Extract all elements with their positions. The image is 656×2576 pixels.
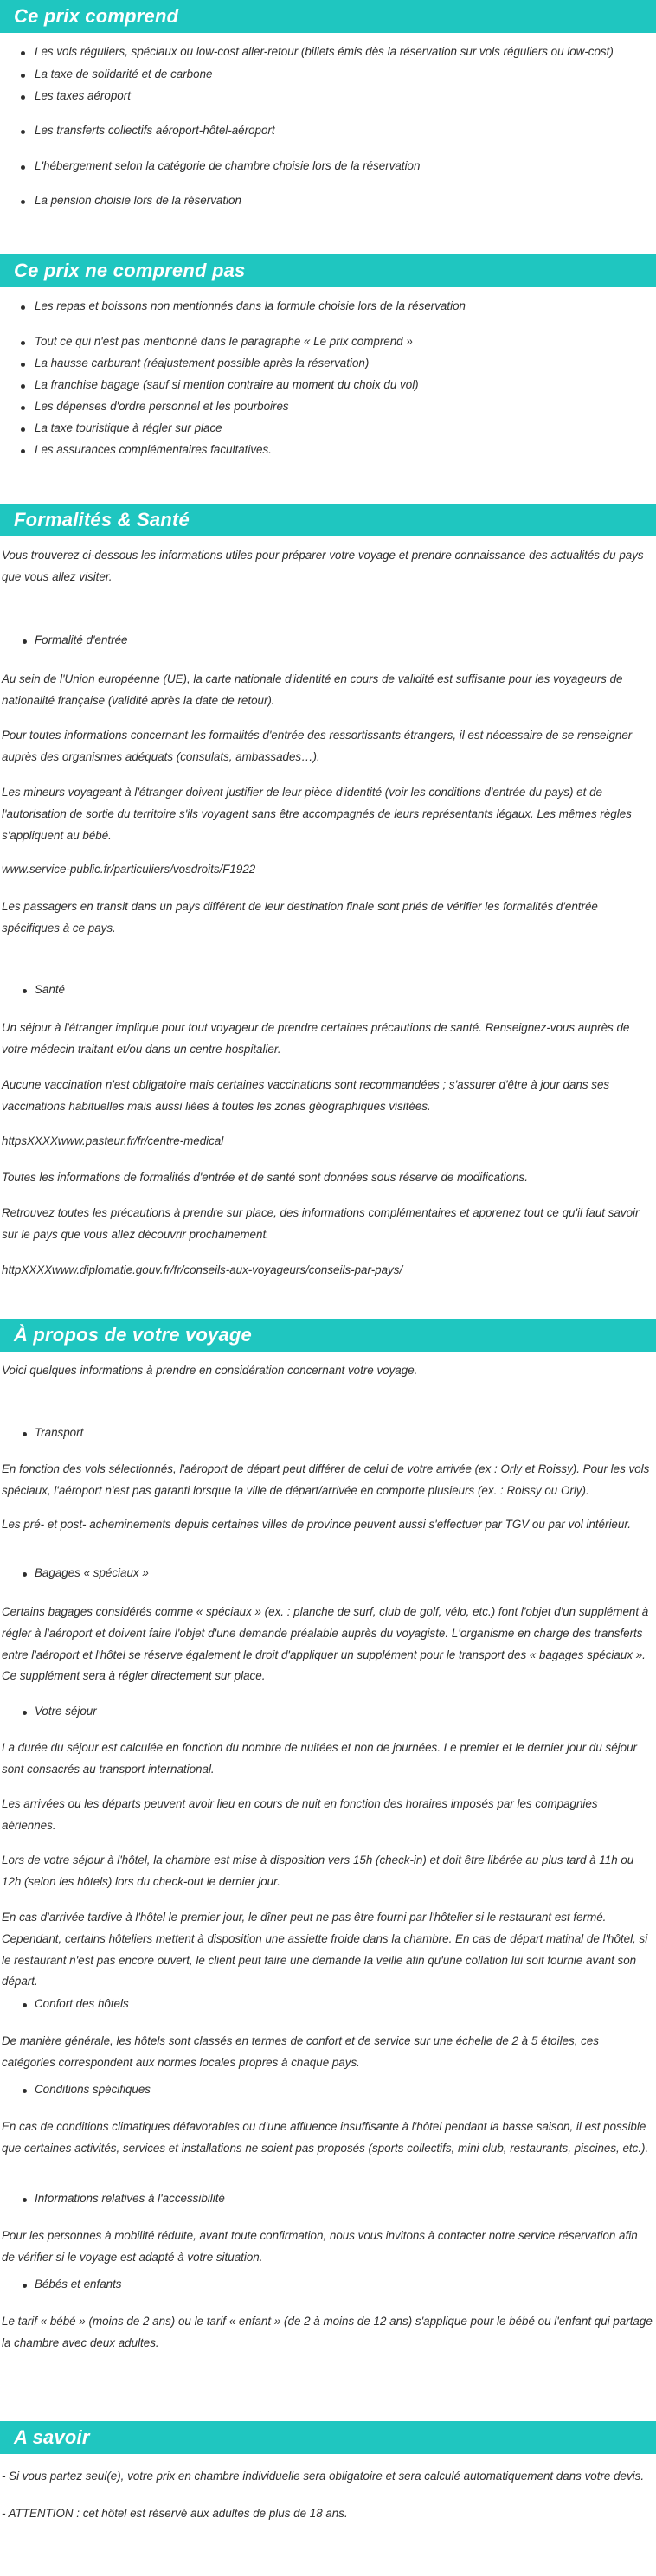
section-a-propos [0,1315,656,2412]
paragraph: Pour les personnes à mobilité réduite, avant toute confirmation, nous vous invitons à contacter notre service réservation afin de vérifier si le voyage est adapté à votre situation. [2,2229,638,2264]
paragraph: Retrouvez toutes les précautions à prendre sur place, des informations complémentaires et apprenez tout ce qu'il faut savoir sur le pays que vous allez découvrir prochainement. [2,1206,640,1241]
list-item: La taxe touristique à régler sur place [19,418,653,440]
paragraph: Vous trouverez ci-dessous les informations utiles pour préparer votre voyage et prendre connaissance des actualités du pays que vous allez visiter. [2,549,644,583]
subheading-conditions: Conditions spécifiques [0,2079,656,2101]
paragraph: En fonction des vols sélectionnés, l'aéroport de départ peut différer de celui de votre arrivée (ex : Orly et Roissy). Pour les vols spéciaux, l'aéroport n'est pas garanti lorsque la ville de départ/arrivée en comporte plusieurs (ex. : Roissy ou Orly). [2,1462,650,1497]
section-prix-comprend [0,0,656,242]
list-item: Les dépenses d'ordre personnel et les pourboires [19,396,653,418]
subheading-formalite-entree: Formalité d'entrée [0,630,656,652]
paragraph: Les mineurs voyageant à l'étranger doivent justifier de leur pièce d'identité (voir les conditions d'entrée du pays) et de l'autorisation de sortie du territoire s'ils voyagent sans être accompagnés de leurs représentants légaux. Les mêmes règles s'appliquent au bébé. [2,786,632,842]
paragraph: Toutes les informations de formalités d'entrée et de santé sont données sous réserve de modifications. [2,1171,528,1184]
subheading-confort: Confort des hôtels [0,1994,656,2015]
paragraph: Les pré- et post- acheminements depuis certaines villes de province peuvent aussi s'effectuer par TGV ou par vol intérieur. [2,1518,632,1531]
paragraph: En cas de conditions climatiques défavorables ou d'une affluence insuffisante à l'hôtel pendant la basse saison, il est possible que certaines activités, services et installations ne soient pas proposés (sports collectifs, mini club, restaurants, piscines, etc.). [2,2120,649,2155]
list-item: La taxe de solidarité et de carbone [19,64,653,86]
paragraph: - Si vous partez seul(e), votre prix en chambre individuelle sera obligatoire et sera calculé automatiquement dans votre devis. [2,2470,645,2483]
list-item: Les repas et boissons non mentionnés dans la formule choisie lors de la réservation [19,296,653,318]
section-title: A savoir [0,2421,656,2454]
list-item: La franchise bagage (sauf si mention contraire au moment du choix du vol) [19,375,653,396]
paragraph: Le tarif « bébé » (moins de 2 ans) ou le tarif « enfant » (de 2 à moins de 12 ans) s'applique pour le bébé ou l'enfant qui partage la chambre avec deux adultes. [2,2315,653,2349]
link-service-public[interactable]: www.service-public.fr/particuliers/vosdroits/F1922 [2,863,256,876]
list-item: Les transferts collectifs aéroport-hôtel-aéroport [19,120,653,142]
paragraph: Les passagers en transit dans un pays différent de leur destination finale sont priés de vérifier les formalités d'entrée spécifiques à ce pays. [2,900,598,935]
subheading-sejour: Votre séjour [0,1701,656,1723]
section-title: À propos de votre voyage [0,1319,656,1352]
subheading-transport: Transport [0,1423,656,1444]
paragraph: Un séjour à l'étranger implique pour tout voyageur de prendre certaines précautions de santé. Renseignez-vous auprès de votre médecin traitant et/ou dans un centre hospitalier. [2,1021,630,1056]
subheading-bagages: Bagages « spéciaux » [0,1563,656,1584]
paragraph: Pour toutes informations concernant les formalités d'entrée des ressortissants étrangers, il est nécessaire de se renseigner auprès des organismes adéquats (consulats, ambassades…). [2,729,633,763]
section-title: Ce prix ne comprend pas [0,254,656,287]
paragraph: Aucune vaccination n'est obligatoire mais certaines vaccinations sont recommandées ; s'assurer d'être à jour dans ses vaccinations habituelles mais aussi liées à toutes les zones géographiques visitées. [2,1078,610,1113]
paragraph: Au sein de l'Union européenne (UE), la carte nationale d'identité en cours de validité est suffisante pour les voyageurs de nationalité française (validité après la date de retour). [2,672,623,707]
list-item: Les vols réguliers, spéciaux ou low-cost aller-retour (billets émis dès la réservation sur vols réguliers ou low-cost) [19,42,653,63]
paragraph: Les arrivées ou les départs peuvent avoir lieu en cours de nuit en fonction des horaires imposés par les compagnies aériennes. [2,1797,598,1832]
paragraph: En cas d'arrivée tardive à l'hôtel le premier jour, le dîner peut ne pas être fourni par l'hôtelier si le restaurant est fermé. Cependant, certains hôteliers mettent à disposition une assiette froide dans la chambre. En cas de départ matinal de l'hôtel, si le restaurant n'est pas encore ouvert, le client peut faire une demande la veille afin qu'une collation lui soit fournie avant son départ. [2,1911,648,1988]
subheading-accessibilite: Informations relatives à l'accessibilité [0,2188,656,2210]
section-title: Ce prix comprend [0,0,656,33]
paragraph: Lors de votre séjour à l'hôtel, la chambre est mise à disposition vers 15h (check-in) et doit être libérée au plus tard à 11h ou 12h (selon les hôtels) lors du check-out le dernier jour. [2,1853,634,1888]
paragraph: De manière générale, les hôtels sont classés en termes de confort et de service sur une échelle de 2 à 5 étoiles, ces catégories correspondent aux normes locales propres à chaque pays. [2,2034,599,2069]
list-item: La pension choisie lors de la réservation [19,190,653,212]
subheading-bebes: Bébés et enfants [0,2274,656,2296]
paragraph: Voici quelques informations à prendre en considération concernant votre voyage. [2,1364,418,1377]
link-diplomatie[interactable]: httpXXXXwww.diplomatie.gouv.fr/fr/conseils-aux-voyageurs/conseils-par-pays/ [2,1263,403,1276]
section-a-savoir [0,2412,656,2576]
paragraph: - ATTENTION : cet hôtel est réservé aux adultes de plus de 18 ans. [2,2507,348,2520]
section-prix-ne-comprend-pas [0,242,656,500]
section-title: Formalités & Santé [0,504,656,536]
subheading-sante: Santé [0,980,656,1001]
list-item: Tout ce qui n'est pas mentionné dans le paragraphe « Le prix comprend » [19,331,653,353]
list-item: La hausse carburant (réajustement possible après la réservation) [19,353,653,375]
link-pasteur[interactable]: httpsXXXXwww.pasteur.fr/fr/centre-medical [2,1134,224,1147]
list-item: Les assurances complémentaires facultatives. [19,440,653,461]
list-item: L'hébergement selon la catégorie de chambre choisie lors de la réservation [19,156,653,177]
paragraph: Certains bagages considérés comme « spéciaux » (ex. : planche de surf, club de golf, vélo, etc.) font l'objet d'un supplément à régler à l'aéroport et doivent faire l'objet d'une demande préalable auprès du voyagiste. L'organisme en charge des transferts entre l'aéroport et l'hôtel se réserve également le droit d'appliquer un supplément pour le transport des « bagages spéciaux ». Ce supplément sera à régler directement sur place. [2,1605,649,1683]
section-formalites-sante [0,500,656,1315]
paragraph: La durée du séjour est calculée en fonction du nombre de nuitées et non de journées. Le premier et le dernier jour du séjour sont consacrés au transport international. [2,1741,637,1776]
list-item: Les taxes aéroport [19,86,653,107]
